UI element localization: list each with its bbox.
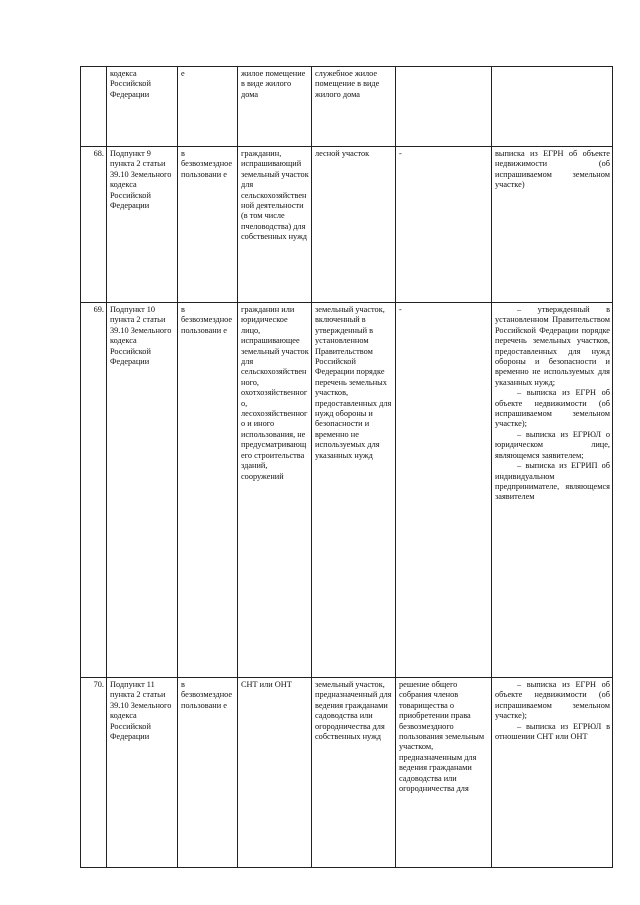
document-item: – выписка из ЕГРЮЛ о юридическом лице, являющемся заявителем;	[495, 429, 610, 460]
document-table	[80, 66, 613, 868]
document-item: – выписка из ЕГРН об объекте недвижимости (об испрашиваемом земельном участке);	[495, 680, 610, 721]
land-plot: земельный участок, предназначенный для ведения гражданами садоводства или огородничества для собственных нужд	[312, 678, 396, 868]
legal-basis: Подпункт 11 пункта 2 статьи 39.10 Земельного кодекса Российской Федерации	[107, 678, 178, 868]
condition: -	[396, 303, 492, 678]
applicant: СНТ или ОНТ	[238, 678, 312, 868]
row-number: 70.	[81, 678, 107, 868]
documents	[492, 303, 613, 678]
document-item: – выписка из ЕГРЮЛ в отношении СНТ или ОНТ	[495, 721, 610, 742]
right-type: в безвозмездное пользовани е	[178, 147, 238, 303]
table-row	[81, 303, 613, 678]
document-item: – выписка из ЕГРН об объекте недвижимости (об испрашиваемом земельном участке);	[495, 388, 610, 429]
condition	[396, 67, 492, 147]
documents	[492, 678, 613, 868]
table-row	[81, 67, 613, 147]
documents	[492, 67, 613, 147]
land-plot: служебное жилое помещение в виде жилого дома	[312, 67, 396, 147]
document-item: – утвержденный в установленном Правительством Российской Федерации порядке перечень земельных участков, предоставленных для нужд обороны и безопасности и временно не используемых для указанных нужд;	[495, 305, 610, 387]
right-type: е	[178, 67, 238, 147]
land-plot: земельный участок, включенный в утвержденный в установленном Правительством Российской Федерации порядке перечень земельных участков, предоставленных для нужд обороны и безопасности и временно не используемых для указанных нужд	[312, 303, 396, 678]
condition: -	[396, 147, 492, 303]
right-type: в безвозмездное пользовани е	[178, 303, 238, 678]
legal-basis: Подпункт 10 пункта 2 статьи 39.10 Земельного кодекса Российской Федерации	[107, 303, 178, 678]
condition: решение общего собрания членов товарищества о приобретении права безвозмездного пользования земельным участком, предназначенным для ведения гражданами садоводства или огородничества для	[396, 678, 492, 868]
applicant: гражданин, испрашивающий земельный участок для сельскохозяйственной деятельности (в том числе пчеловодства) для собственных нужд	[238, 147, 312, 303]
document-item: – выписка из ЕГРИП об индивидуальном предпринимателе, являющемся заявителем	[495, 461, 610, 502]
land-plot: лесной участок	[312, 147, 396, 303]
applicant: гражданин или юридическое лицо, испрашивающее земельный участок для сельскохозяйственного, охотхозяйственного, лесохозяйственного и иного использования, не предусматривающего строительства зданий, сооружений	[238, 303, 312, 678]
document-item: выписка из ЕГРН об объекте недвижимости (об испрашиваемом земельном участке)	[495, 149, 610, 190]
right-type: в безвозмездное пользовани е	[178, 678, 238, 868]
row-number	[81, 67, 107, 147]
table-row	[81, 147, 613, 303]
row-number: 68.	[81, 147, 107, 303]
table-row	[81, 678, 613, 868]
documents	[492, 147, 613, 303]
row-number: 69.	[81, 303, 107, 678]
legal-basis: кодекса Российской Федерации	[107, 67, 178, 147]
applicant: жилое помещение в виде жилого дома	[238, 67, 312, 147]
legal-basis: Подпункт 9 пункта 2 статьи 39.10 Земельного кодекса Российской Федерации	[107, 147, 178, 303]
